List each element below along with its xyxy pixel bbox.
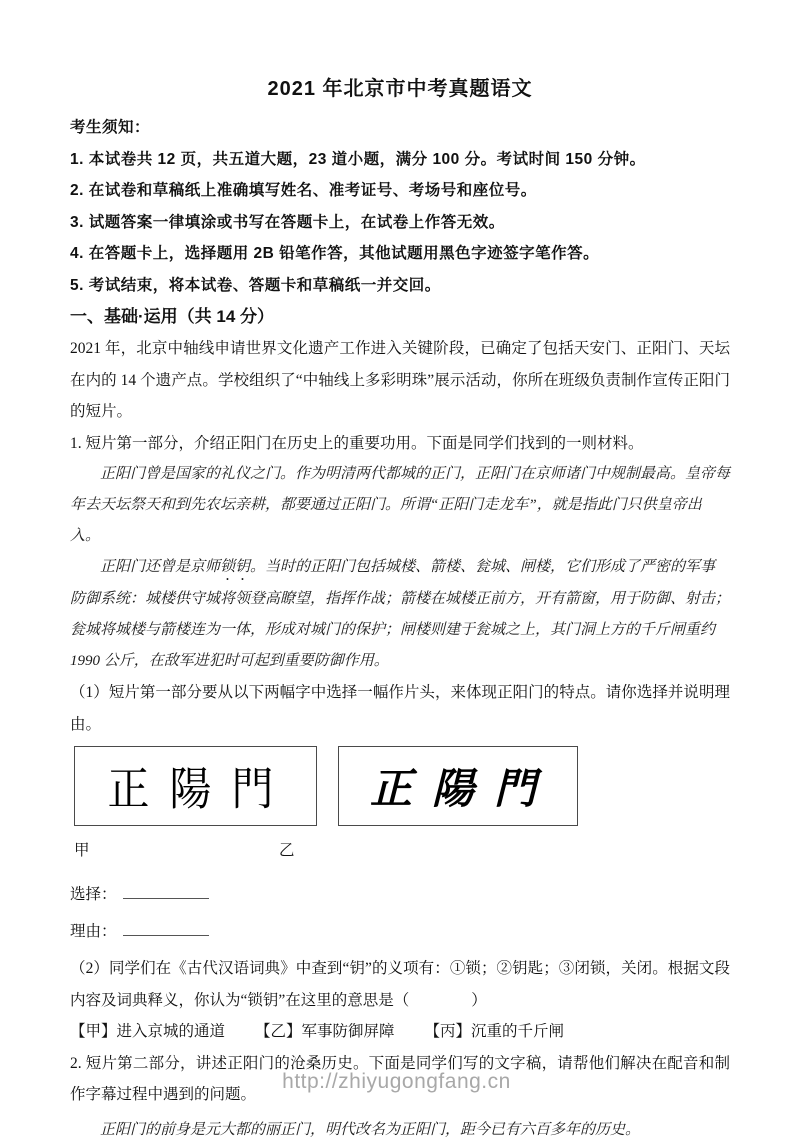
reason-row (70, 917, 730, 947)
notice-item-3: 3. 试题答案一律填涂或书写在答题卡上，在试卷上作答无效。 (70, 213, 505, 231)
watermark-url: http://zhiyugongfang.cn (282, 1070, 511, 1093)
notice-item-4: 4. 在答题卡上，选择题用 2B 铅笔作答，其他试题用黑色字迹签字笔作答。 (70, 245, 600, 262)
calligraphy-box-jia-seal-script (74, 746, 317, 826)
calligraphy-text-jia: 正陽門 (107, 762, 294, 816)
page-title: 2021 年北京市中考真题语文 (267, 78, 533, 100)
question-2-stem: 2. 短片第二部分，讲述正阳门的沧桑历史。下面是同学们写的文字稿，请帮他们解决在配音和制作字幕过程中遇到的问题。 (70, 1054, 730, 1103)
material-p2-post: 。当时的正阳门包括城楼、箭楼、瓮城、闸楼，它们形成了严密的军事防御系统：城楼供守城将领登高瞭望，指挥作战；箭楼在城楼正前方，开有箭窗，用于防御、射击；瓮城将城楼与箭楼连为一体，形成对城门的保护；闸楼则建于瓮城之上，其门洞上方的千斤闸重约 1990 公斤，在敌军进犯时可起到重要防御作用。 (70, 559, 731, 669)
section-1-intro: 2021 年，北京中轴线申请世界文化遗产工作进入关键阶段，已确定了包括天安门、正阳门、天坛在内的 14 个遗产点。学校组织了“中轴线上多彩明珠”展示活动，你所在班级负责制作宣传正阳门的短片。 (70, 340, 730, 420)
label-jia: 甲 (74, 842, 90, 859)
emphasized-term-suoyue: 锁钥 (220, 559, 251, 575)
notice-item-2: 2. 在试卷和草稿纸上准确填写姓名、准考证号、考场号和座位号。 (70, 182, 537, 199)
label-yi: 乙 (279, 842, 295, 859)
reason-answer-blank[interactable] (123, 921, 209, 936)
reason-label: 理由： (70, 923, 117, 940)
choose-answer-blank[interactable] (123, 884, 209, 899)
notice-item-1: 1. 本试卷共 12 页，共五道大题，23 道小题，满分 100 分。考试时间 150 分钟。 (70, 150, 646, 168)
calligraphy-box-yi-regular-script (338, 746, 578, 826)
question-1-2-stem: （2）同学们在《古代汉语词典》中查到“钥”的义项有：①锁；②钥匙；③闭锁，关闭。根据文段内容及词典释义，你认为“锁钥”在这里的意思是（ ） (70, 960, 730, 1009)
section-1-heading: 一、基础·运用（共 14 分） (70, 307, 275, 326)
notice-item-5: 5. 考试结束，将本试卷、答题卡和草稿纸一并交回。 (70, 276, 441, 294)
notice-section (70, 112, 730, 301)
calligraphy-text-yi: 正陽門 (369, 767, 556, 813)
notice-heading: 考生须知： (70, 119, 151, 136)
material-paragraph-2 (70, 552, 730, 677)
question-1-stem: 1. 短片第一部分，介绍正阳门在历史上的重要功用。下面是同学们找到的一则材料。 (70, 434, 644, 452)
material-p2-pre: 正阳门还曾是京师 (100, 559, 221, 575)
choose-label: 选择： (70, 886, 117, 903)
choose-row (70, 880, 730, 910)
calligraphy-options (70, 746, 730, 828)
question-1-2-options (70, 1016, 730, 1048)
material-paragraph-1: 正阳门曾是国家的礼仪之门。作为明清两代都城的正门，正阳门在京师诸门中规制最高。皇帝每年去天坛祭天和到先农坛亲耕，都要通过正阳门。所谓“正阳门走龙车”，就是指此门只供皇帝出入。 (70, 466, 731, 544)
calligraphy-labels (70, 840, 730, 873)
question-1-1-stem: （1）短片第一部分要从以下两幅字中选择一幅作片头，来体现正阳门的特点。请你选择并说明理由。 (70, 684, 730, 733)
option-jia: 【甲】进入京城的通道 (70, 1023, 226, 1040)
script-paragraph-1: 正阳门的前身是元大都的丽正门，明代改名为正阳门，距今已有六百多年的历史。 (100, 1121, 641, 1138)
option-yi: 【乙】军事防御屏障 (255, 1023, 395, 1040)
option-bing: 【丙】沉重的千斤闸 (424, 1023, 565, 1040)
